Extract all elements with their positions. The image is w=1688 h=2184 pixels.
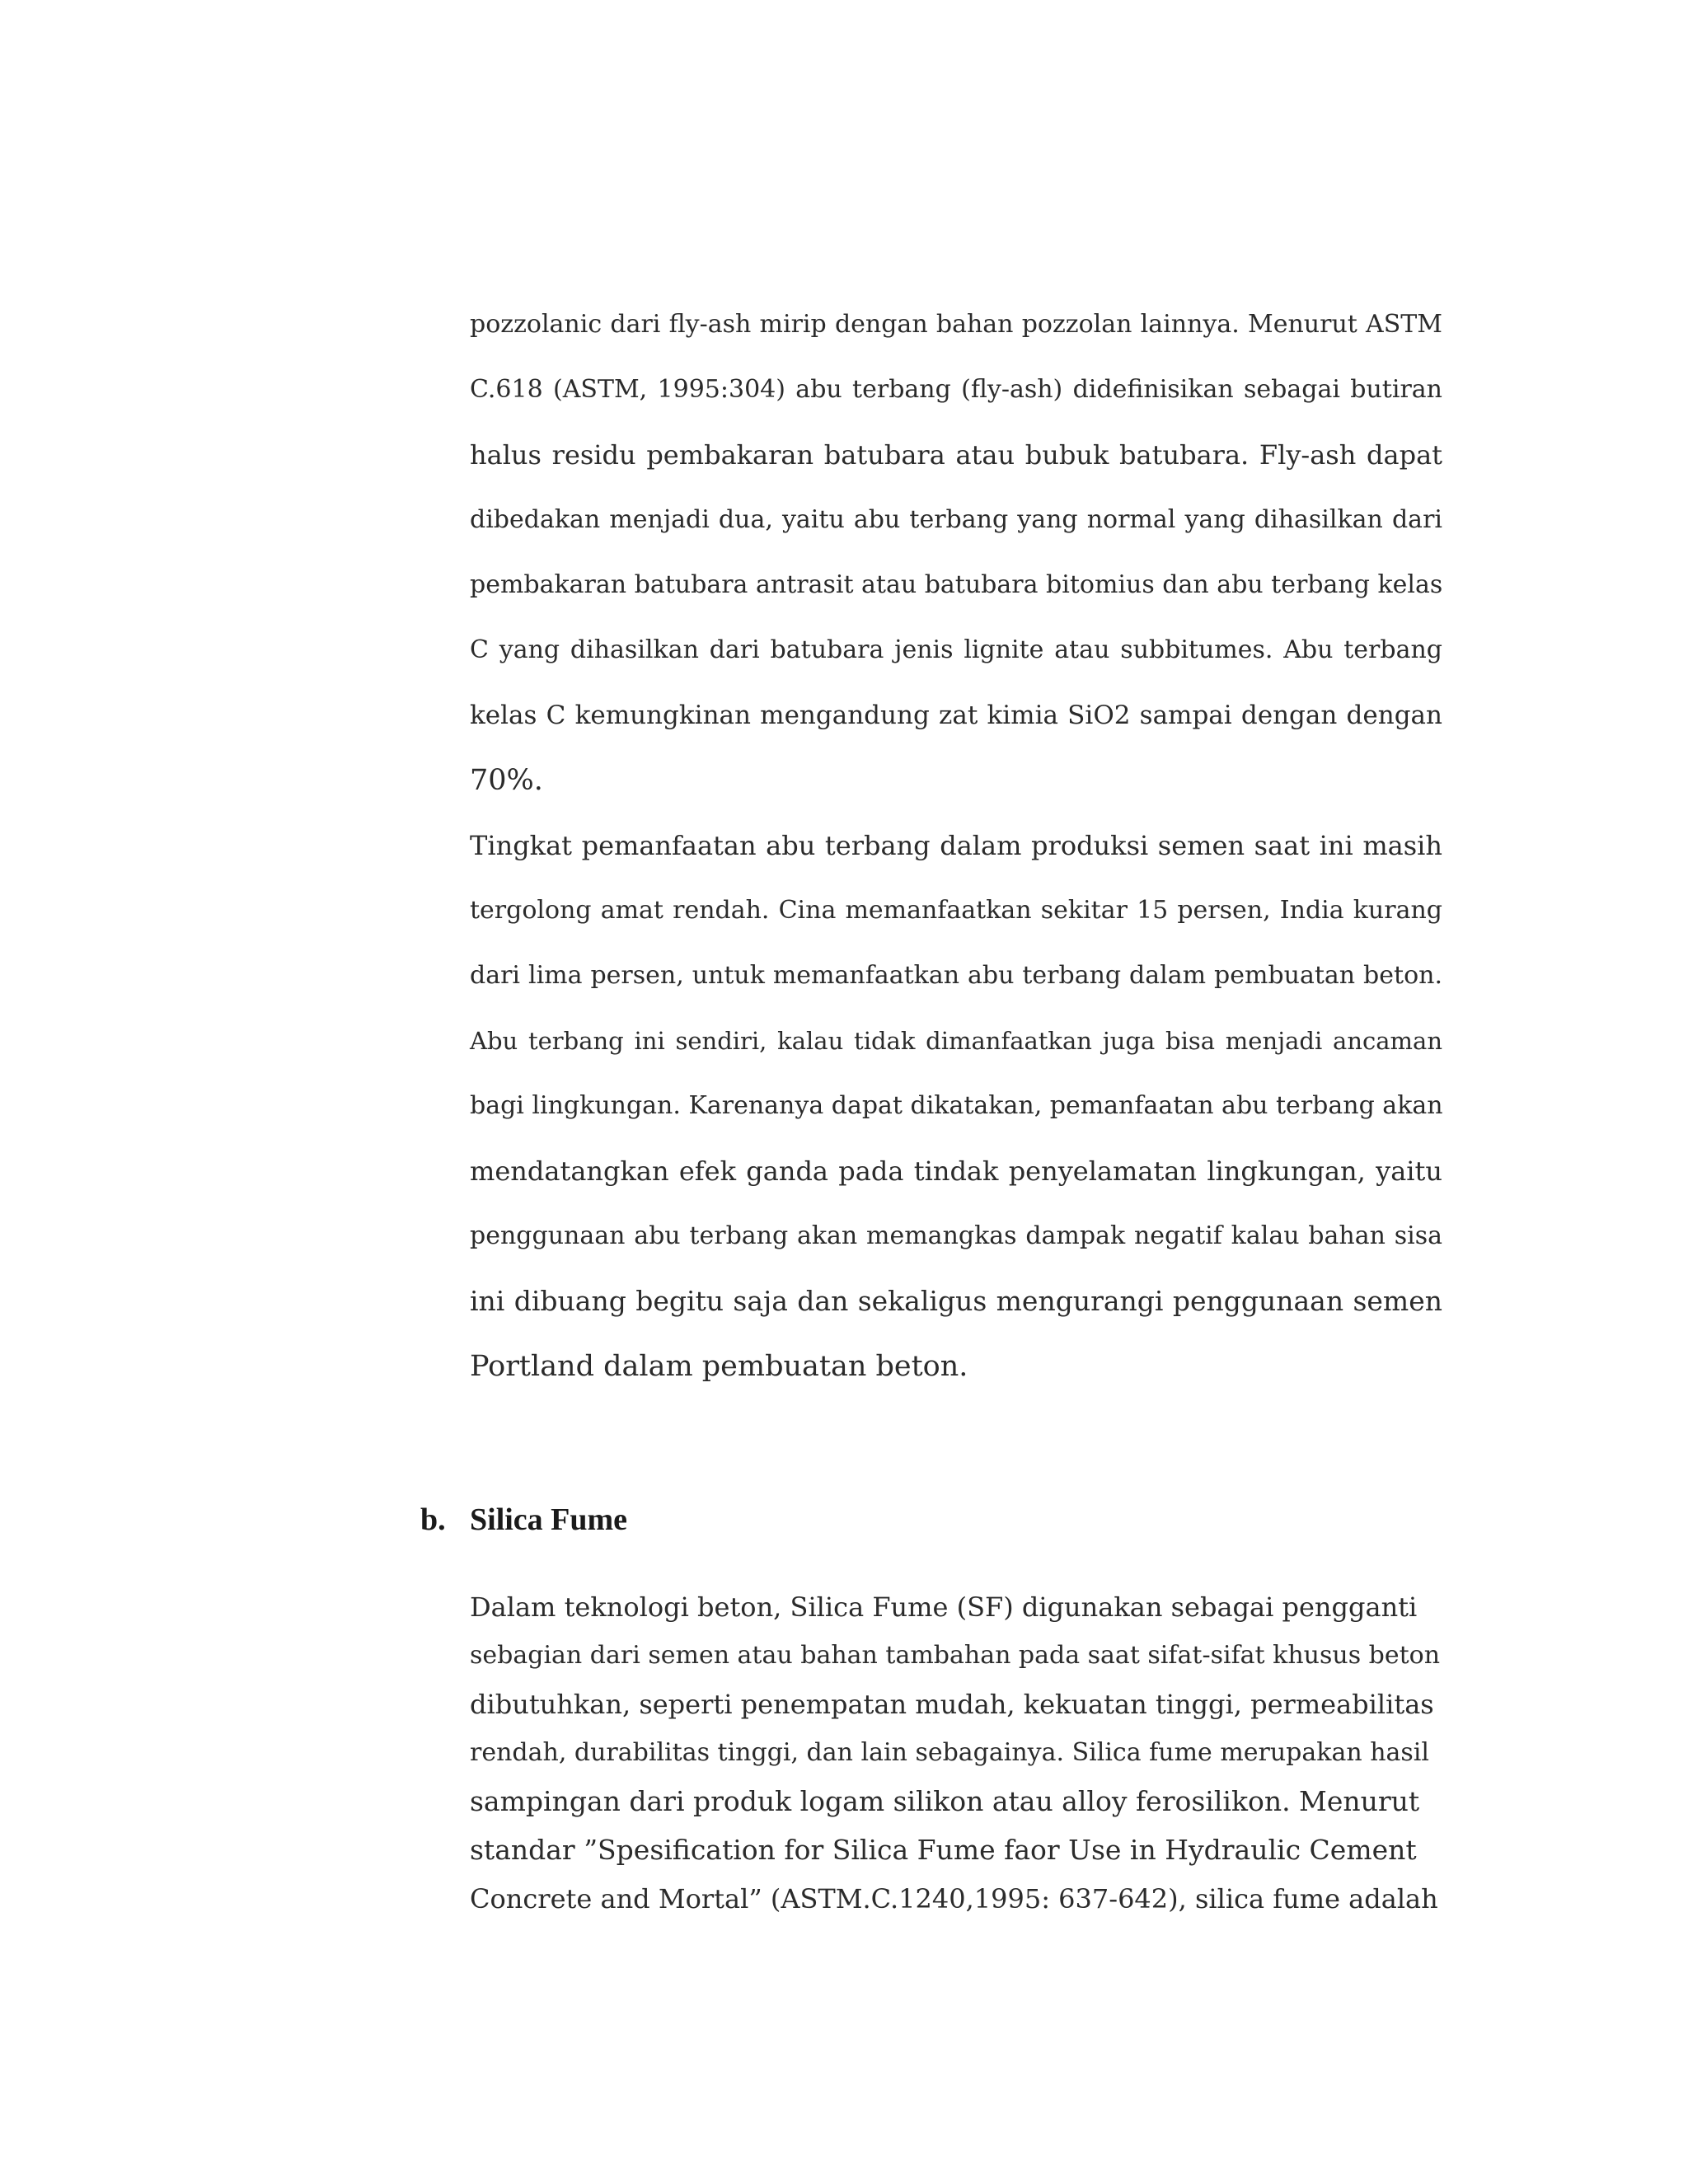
text-line: penggunaan abu terbang akan memangkas dampak negatif kalau bahan sisa [470,1221,1442,1250]
text-line: dibedakan menjadi dua, yaitu abu terbang yang normal yang dihasilkan dari [470,505,1442,534]
text-line: kelas C kemungkinan mengandung zat kimia SiO2 sampai dengan dengan [470,701,1442,730]
section-marker: b. [420,1502,446,1537]
text-line: Portland dalam pembuatan beton. [470,1350,968,1383]
text-line: Abu terbang ini sendiri, kalau tidak dimanfaatkan juga bisa menjadi ancaman [470,1027,1442,1055]
text-line: ini dibuang begitu saja dan sekaligus mengurangi penggunaan semen [470,1285,1442,1317]
text-line: dibutuhkan, seperti penempatan mudah, kekuatan tinggi, permeabilitas [470,1689,1434,1720]
text-line: bagi lingkungan. Karenanya dapat dikatakan, pemanfaatan abu terbang akan [470,1091,1443,1120]
text-line: sebagian dari semen atau bahan tambahan pada saat sifat-sifat khusus beton [470,1641,1441,1670]
text-line: halus residu pembakaran batubara atau bubuk batubara. Fly-ash dapat [470,439,1442,471]
text-line: C.618 (ASTM, 1995:304) abu terbang (fly-ash) didefinisikan sebagai butiran [470,375,1442,404]
text-line: standar ”Spesification for Silica Fume faor Use in Hydraulic Cement [470,1834,1417,1866]
text-line: pozzolanic dari fly-ash mirip dengan bahan pozzolan lainnya. Menurut ASTM [470,310,1442,339]
text-line: mendatangkan efek ganda pada tindak penyelamatan lingkungan, yaitu [470,1155,1442,1187]
section-heading [420,1502,1080,1538]
text-line: Tingkat pemanfaatan abu terbang dalam produksi semen saat ini masih [470,830,1442,861]
text-line: dari lima persen, untuk memanfaatkan abu terbang dalam pembuatan beton. [470,961,1442,990]
text-line: Concrete and Mortal” (ASTM.C.1240,1995: 637-642), silica fume adalah [470,1883,1438,1915]
text-line: pembakaran batubara antrasit atau batubara bitomius dan abu terbang kelas [470,570,1443,599]
text-line: Dalam teknologi beton, Silica Fume (SF) digunakan sebagai pengganti [470,1591,1418,1623]
section-title: Silica Fume [470,1502,628,1537]
text-line: tergolong amat rendah. Cina memanfaatkan sekitar 15 persen, India kurang [470,896,1442,925]
text-line: 70%. [470,764,543,797]
text-line: sampingan dari produk logam silikon atau alloy ferosilikon. Menurut [470,1785,1420,1817]
text-line: C yang dihasilkan dari batubara jenis lignite atau subbitumes. Abu terbang [470,635,1442,664]
text-line: rendah, durabilitas tinggi, dan lain sebagainya. Silica fume merupakan hasil [470,1738,1429,1767]
